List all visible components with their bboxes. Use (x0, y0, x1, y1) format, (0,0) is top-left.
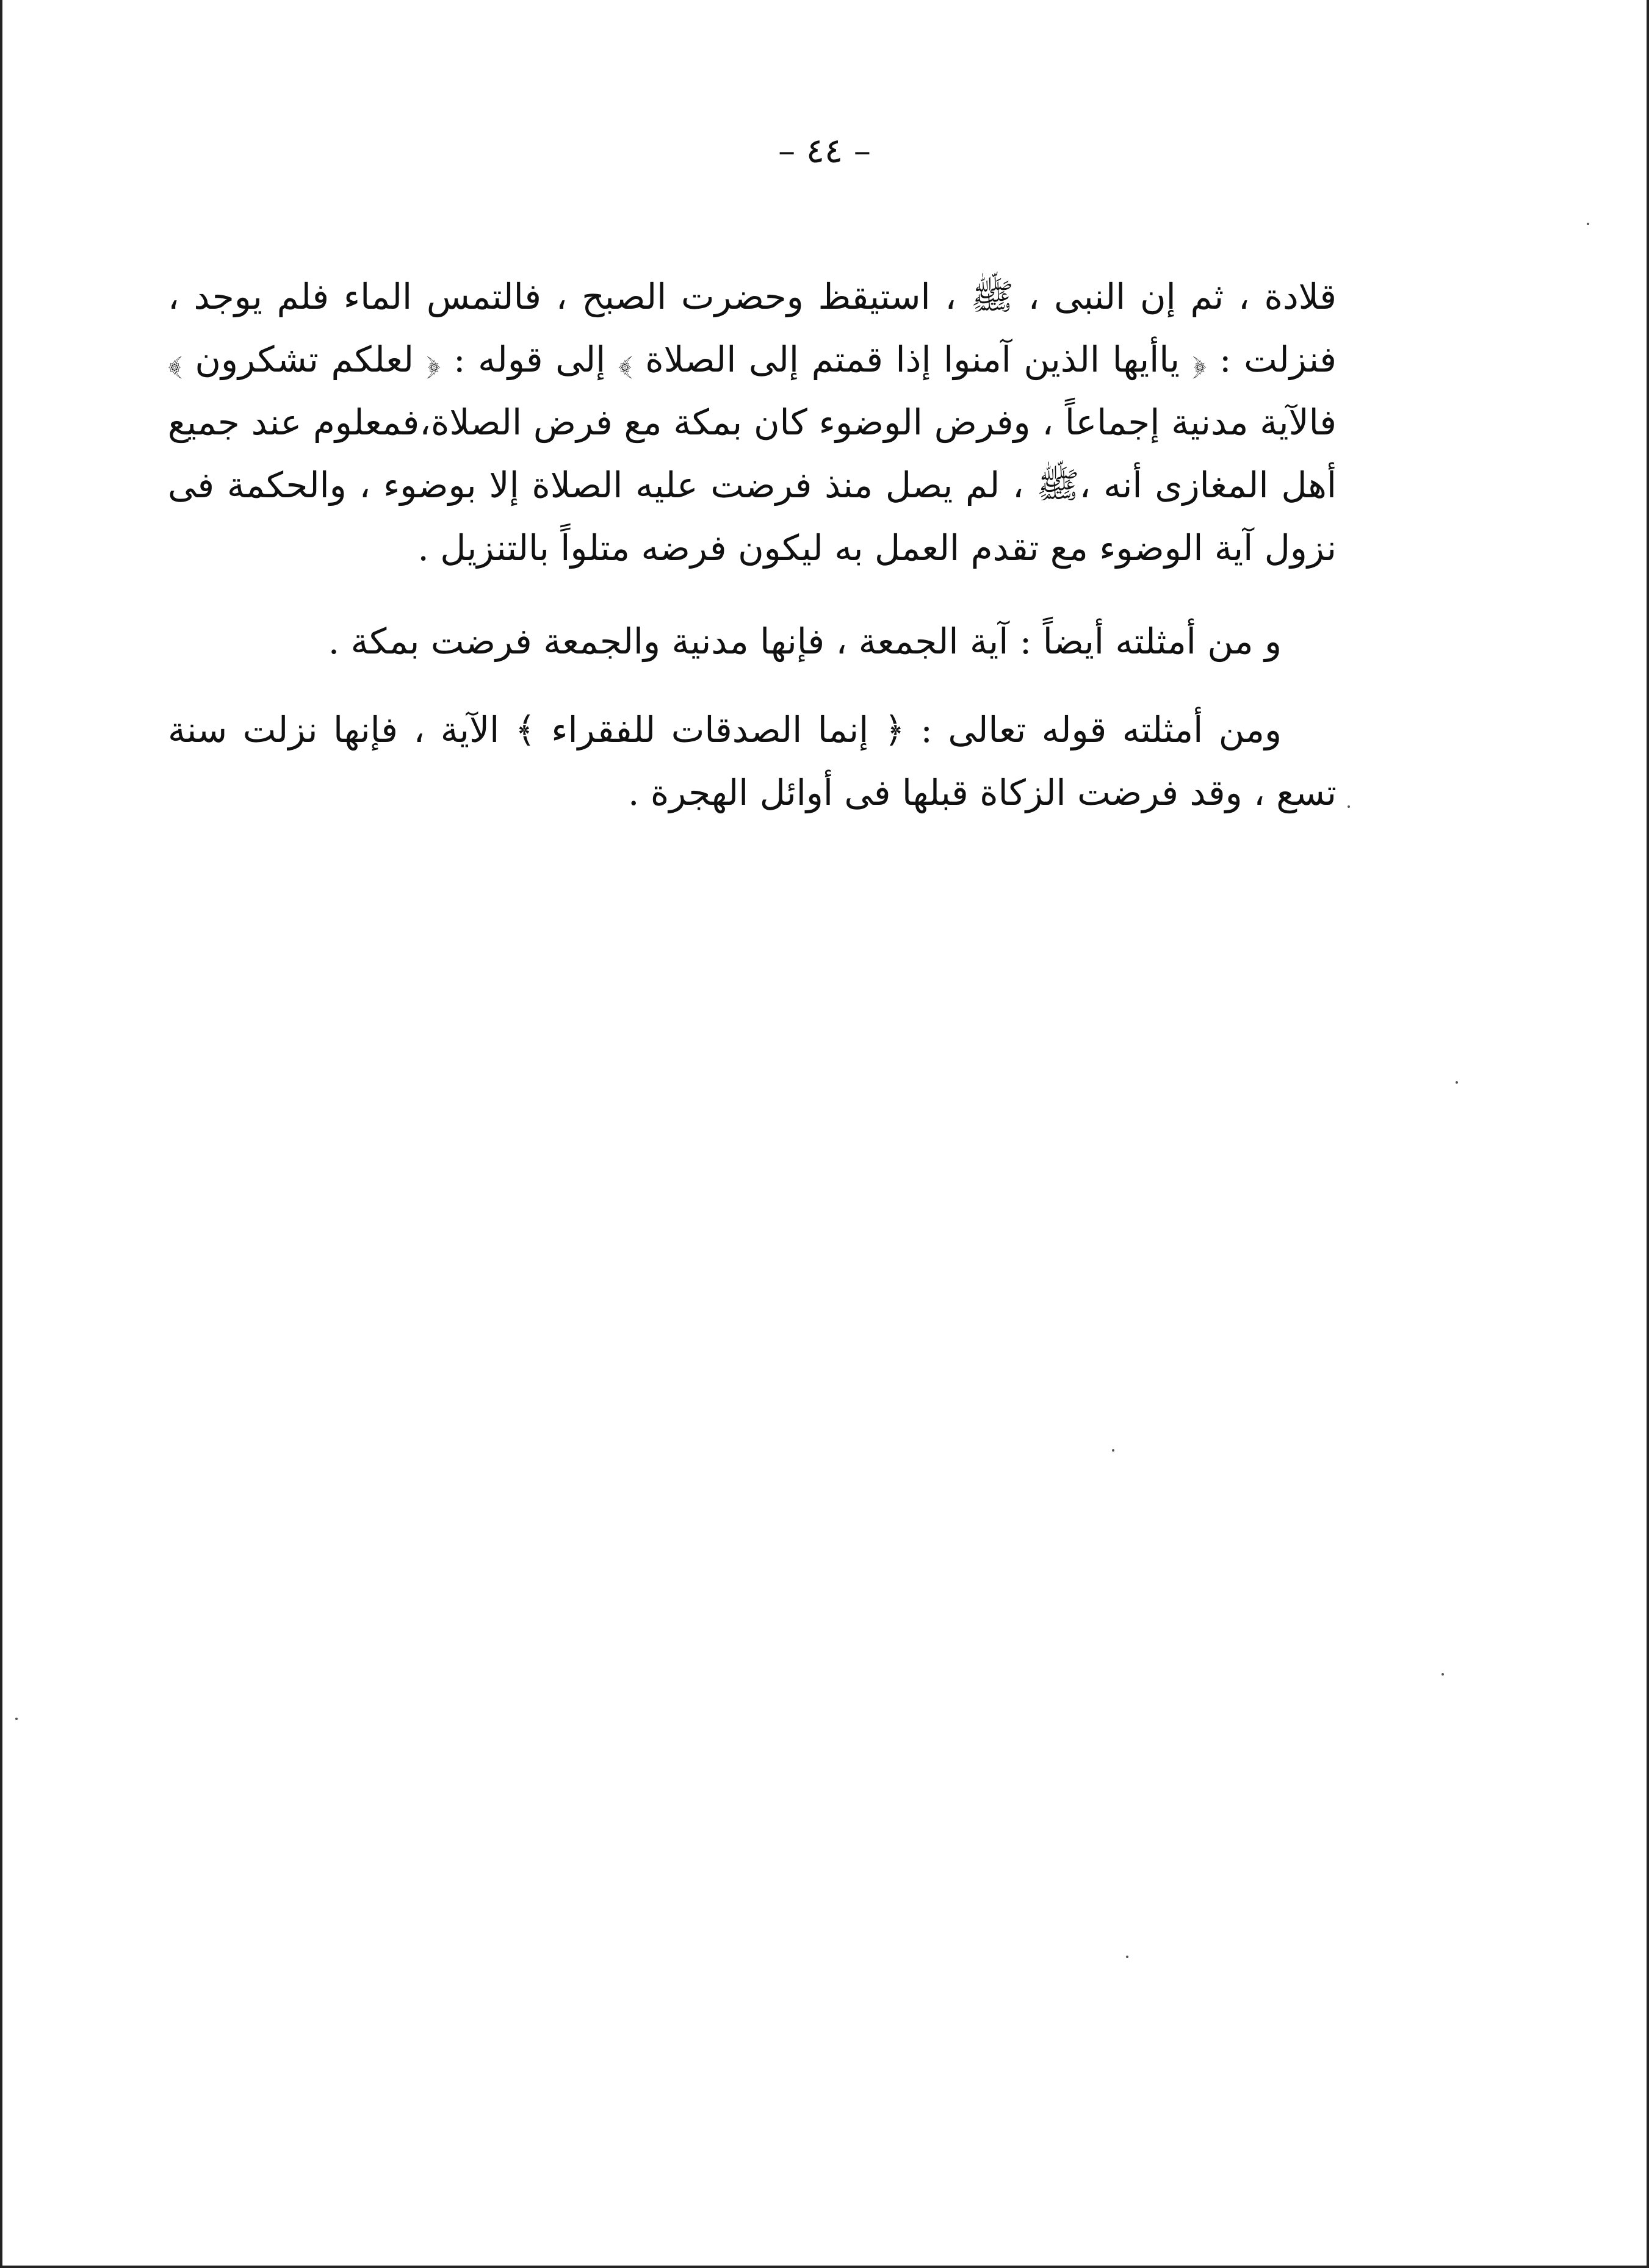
scan-speck (1587, 223, 1589, 225)
scan-speck (1112, 1449, 1114, 1452)
paragraph-1 (168, 265, 1337, 580)
page-number: – ٤٤ – (778, 131, 871, 171)
scan-speck (1126, 1956, 1128, 1958)
paragraph-text: قلادة ، ثم إن النبى ، ﷺ ، استيقظ وحضرت الصبح ، فالتمس الماء فلم يوجد ، فنزلت : ﴿ ياأيها الذين آمنوا إذا قمتم إلى الصلاة ﴾ إلى قوله : ﴿ لعلكم تشكرون ﴾ فالآية مدنية إجماعاً ، وفرض الوضوء كان بمكة مع فرض الصلاة،فمعلوم عند جميع أهل المغازى أنه ،ﷺ ، لم يصل منذ فرضت عليه الصلاة إلا بوضوء ، والحكمة فى نزول آية الوضوء مع تقدم العمل به ليكون فرضه متلواً بالتنزيل . (168, 276, 1337, 569)
paragraph-text: ومن أمثلته قوله تعالى : ﴿ إنما الصدقات للفقراء ﴾ الآية ، فإنها نزلت سنة تسع ، وقد فرضت الزكاة قبلها فى أوائل الهجرة . (168, 709, 1337, 813)
scan-speck (1456, 1081, 1458, 1084)
scan-speck (1348, 805, 1350, 808)
paragraph-2 (168, 610, 1337, 673)
scan-speck (1442, 1673, 1444, 1676)
paragraph-text: و من أمثلته أيضاً : آية الجمعة ، فإنها مدنية والجمعة فرضت بمكة . (328, 621, 1282, 662)
scan-speck (15, 1718, 18, 1720)
paragraph-3 (168, 699, 1337, 824)
